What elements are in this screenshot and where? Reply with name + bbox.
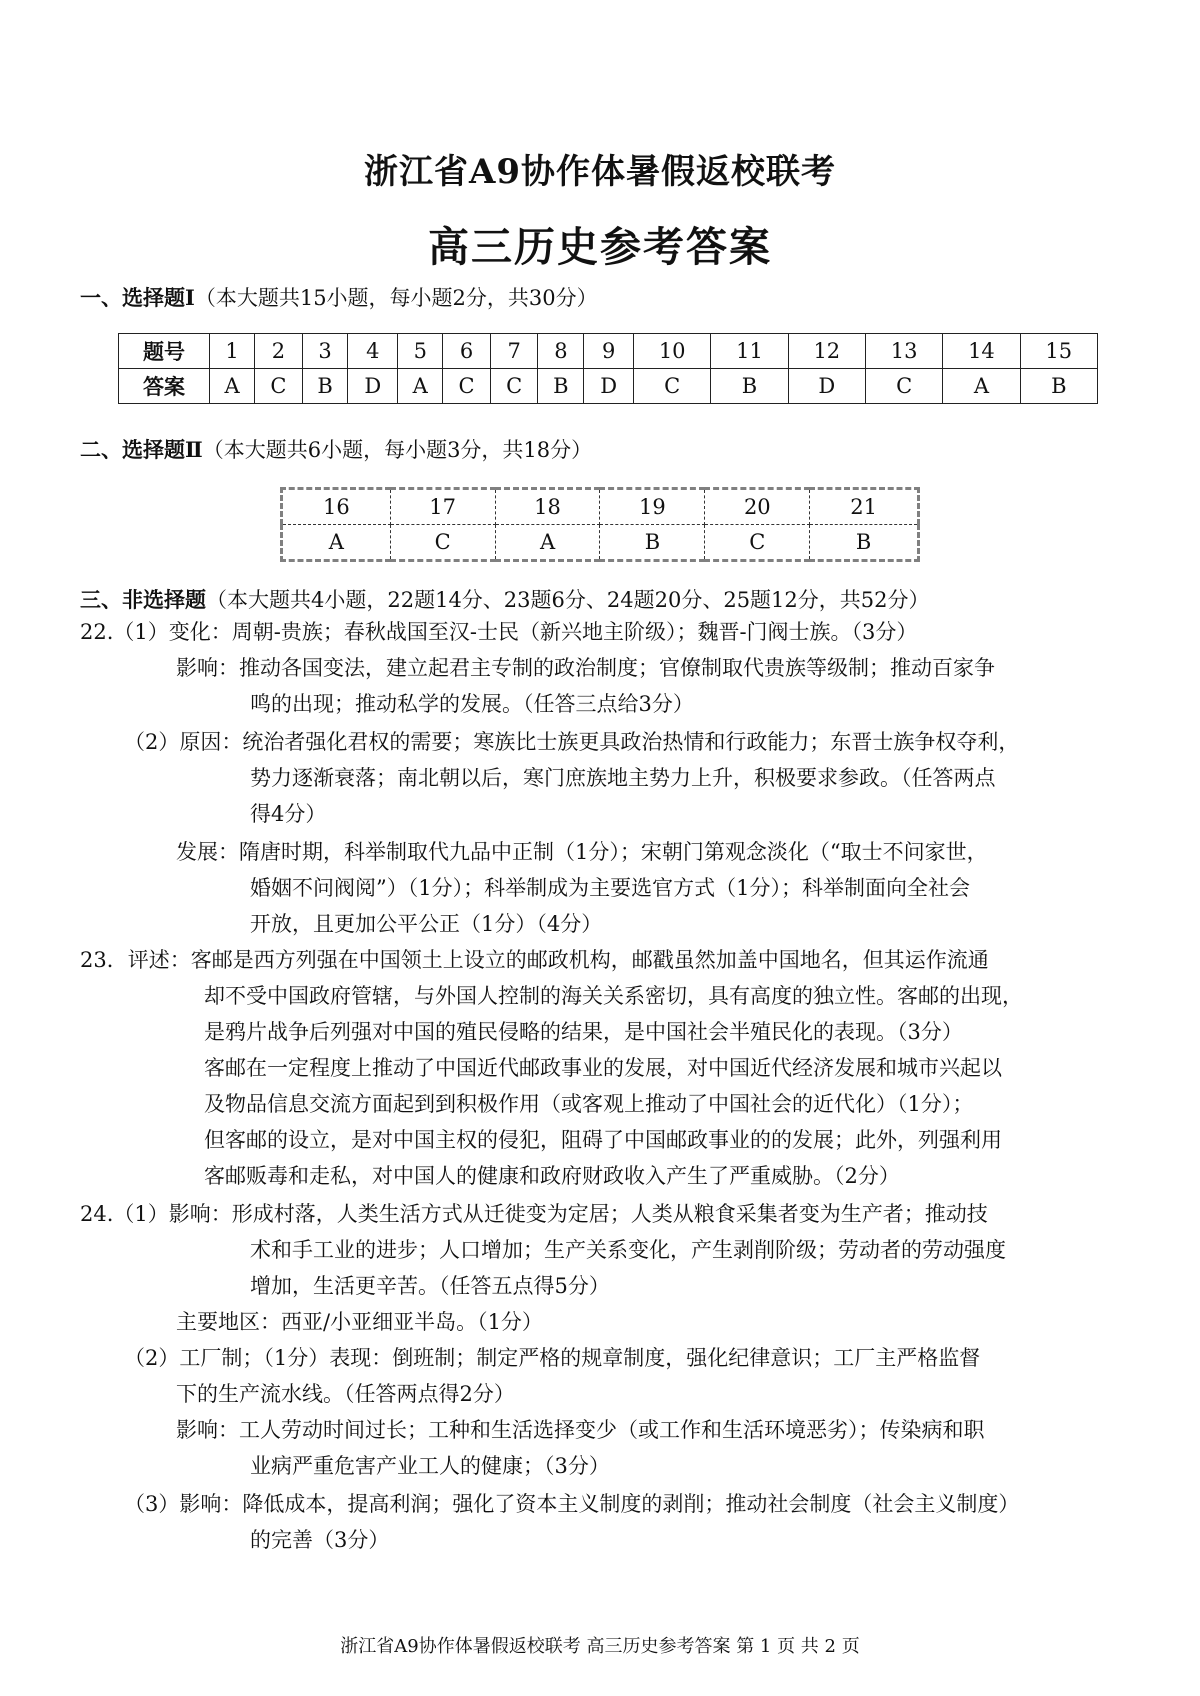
answer-cell: B [538, 369, 584, 404]
q-number: 9 [584, 334, 634, 369]
answer-cell: D [348, 369, 398, 404]
section-3-desc: （本大题共4小题，22题14分、23题6分、24题20分、25题12分，共52分） [206, 588, 930, 612]
answer-line: 发展：隋唐时期，科举制取代九品中正制（1分）；宋朝门第观念淡化（“取士不问家世， [176, 840, 988, 864]
answer-line: 却不受中国政府管辖，与外国人控制的海关关系密切，具有高度的独立性。客邮的出现， [204, 984, 1023, 1008]
answer-line: 主要地区：西亚/小亚细亚半岛。（1分） [176, 1310, 543, 1334]
answer-line: 得4分） [250, 802, 327, 826]
section-2-heading [80, 434, 592, 464]
answer-line: 影响：推动各国变法，建立起君主专制的政治制度；官僚制取代贵族等级制；推动百家争 [176, 656, 995, 680]
answer-line: 23．评述：客邮是西方列强在中国领土上设立的邮政机构，邮戳虽然加盖中国地名，但其运作流通 [80, 948, 989, 972]
answer-line: 鸣的出现；推动私学的发展。（任答三点给3分） [250, 692, 694, 716]
answer-cell: D [584, 369, 634, 404]
answer-line: 24.（1）影响：形成村落，人类生活方式从迁徙变为定居；人类从粮食采集者变为生产者；推动技 [80, 1202, 988, 1226]
answer-line: 影响：工人劳动时间过长；工种和生活选择变少（或工作和生活环境恶劣）；传染病和职 [176, 1418, 985, 1442]
q-number: 20 [705, 489, 810, 525]
answer-line: （2）工厂制；（1分）表现：倒班制；制定严格的规章制度，强化纪律意识；工厂主严格监督 [124, 1346, 981, 1370]
section-1-desc: （本大题共15小题，每小题2分，共30分） [194, 286, 598, 310]
q-number: 12 [788, 334, 865, 369]
answer-table-1 [118, 333, 1098, 404]
answer-cell: C [634, 369, 711, 404]
answer-cell: B [302, 369, 348, 404]
section-3-heading [80, 584, 930, 614]
answer-cell: A [282, 525, 391, 561]
answer-cell: B [600, 525, 705, 561]
q-number: 10 [634, 334, 711, 369]
answer-line: 及物品信息交流方面起到到积极作用（或客观上推动了中国社会的近代化）（1分）； [204, 1092, 974, 1116]
answer-cell: B [711, 369, 788, 404]
q-number: 11 [711, 334, 788, 369]
answer-line: 客邮在一定程度上推动了中国近代邮政事业的发展，对中国近代经济发展和城市兴起以 [204, 1056, 1002, 1080]
answer-cell: C [705, 525, 810, 561]
page-title: 高三历史参考答案 [428, 223, 772, 271]
q-number: 16 [282, 489, 391, 525]
section-1-head: 一、选择题Ⅰ [80, 285, 195, 310]
answer-line: 业病严重危害产业工人的健康；（3分） [250, 1454, 610, 1478]
q-number: 21 [810, 489, 919, 525]
answer-line: 是鸦片战争后列强对中国的殖民侵略的结果，是中国社会半殖民化的表现。（3分） [204, 1020, 963, 1044]
q-number: 4 [348, 334, 398, 369]
answer-line: 势力逐渐衰落；南北朝以后，寒门庶族地主势力上升，积极要求参政。（任答两点 [250, 766, 996, 790]
section-3-head: 三、非选择题 [80, 587, 206, 612]
answer-line: （2）原因：统治者强化君权的需要；寒族比士族更具政治热情和行政能力；东晋士族争权夺利， [124, 730, 1020, 754]
q-number: 1 [210, 334, 255, 369]
table-row [119, 334, 1098, 369]
section-2-head: 二、选择题Ⅱ [80, 437, 203, 462]
answer-cell: A [943, 369, 1020, 404]
q-number: 7 [490, 334, 538, 369]
answer-line: （3）影响：降低成本，提高利润；强化了资本主义制度的剥削；推动社会制度（社会主义制度） [124, 1492, 1020, 1516]
q-number: 15 [1020, 334, 1097, 369]
table-row [119, 369, 1098, 404]
q-number: 3 [302, 334, 348, 369]
exam-title: 浙江省A9协作体暑假返校联考 [363, 152, 837, 192]
q-number: 19 [600, 489, 705, 525]
answer-line: 术和手工业的进步；人口增加；生产关系变化，产生剥削阶级；劳动者的劳动强度 [250, 1238, 1006, 1262]
q-number: 17 [390, 489, 495, 525]
answer-line: 婚姻不问阀阅”）（1分）；科举制成为主要选官方式（1分）；科举制面向全社会 [250, 876, 970, 900]
answer-cell: A [398, 369, 443, 404]
q-number: 5 [398, 334, 443, 369]
row-label-question: 题号 [119, 334, 210, 369]
q-number: 6 [443, 334, 491, 369]
table-row [282, 525, 919, 561]
table-row [282, 489, 919, 525]
page-footer: 浙江省A9协作体暑假返校联考 高三历史参考答案 第 1 页 共 2 页 [340, 1636, 860, 1657]
q-number: 8 [538, 334, 584, 369]
answer-cell: B [810, 525, 919, 561]
answer-cell: C [255, 369, 303, 404]
answer-line: 的完善（3分） [250, 1528, 390, 1552]
answer-cell: B [1020, 369, 1097, 404]
answer-line: 开放，且更加公平公正（1分）（4分） [250, 912, 603, 936]
q-number: 14 [943, 334, 1020, 369]
answer-line: 增加，生活更辛苦。（任答五点得5分） [250, 1274, 610, 1298]
answer-line: 下的生产流水线。（任答两点得2分） [176, 1382, 515, 1406]
answer-table-2 [280, 487, 920, 562]
section-2-desc: （本大题共6小题，每小题3分，共18分） [202, 438, 593, 462]
q-number: 13 [865, 334, 942, 369]
answer-cell: C [490, 369, 538, 404]
answer-line: 但客邮的设立，是对中国主权的侵犯，阻碍了中国邮政事业的的发展；此外，列强利用 [204, 1128, 1002, 1152]
answer-cell: A [495, 525, 600, 561]
answer-line: 客邮贩毒和走私，对中国人的健康和政府财政收入产生了严重威胁。（2分） [204, 1164, 900, 1188]
answer-line: 22.（1）变化：周朝-贵族；春秋战国至汉-士民（新兴地主阶级）；魏晋-门阀士族。（3分） [80, 620, 918, 644]
answer-cell: A [210, 369, 255, 404]
row-label-answer: 答案 [119, 369, 210, 404]
answer-cell: C [865, 369, 942, 404]
answer-cell: C [390, 525, 495, 561]
q-number: 2 [255, 334, 303, 369]
section-1-heading [80, 282, 598, 312]
answer-cell: D [788, 369, 865, 404]
answer-cell: C [443, 369, 491, 404]
q-number: 18 [495, 489, 600, 525]
